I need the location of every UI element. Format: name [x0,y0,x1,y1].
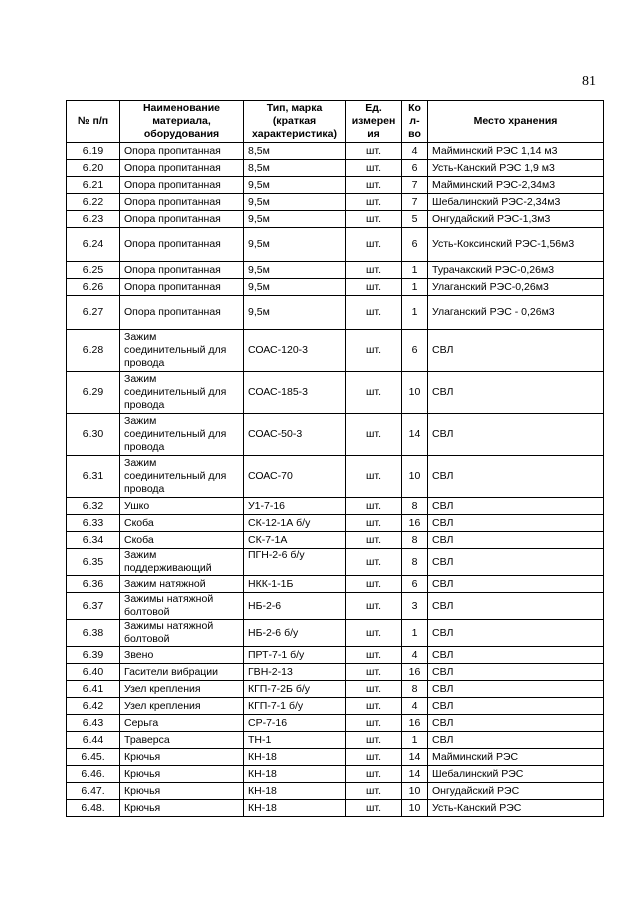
cell-unit: шт. [346,515,402,532]
cell-type: КН-18 [244,766,346,783]
table-row [67,372,604,414]
cell-type: СОАС-120-3 [244,330,346,372]
cell-type: 9,5м [244,262,346,279]
table-row [67,647,604,664]
cell-name: Зажим натяжной [120,576,244,593]
cell-type: КН-18 [244,783,346,800]
cell-unit: шт. [346,664,402,681]
cell-qty: 1 [402,732,428,749]
cell-unit: шт. [346,330,402,372]
cell-qty: 6 [402,228,428,262]
table-row [67,766,604,783]
cell-num: 6.34 [67,532,120,549]
cell-place: СВЛ [428,414,604,456]
table-row [67,498,604,515]
table-row [67,143,604,160]
cell-num: 6.48. [67,800,120,817]
cell-unit: шт. [346,749,402,766]
cell-place: Майминский РЭС 1,14 м3 [428,143,604,160]
cell-name: Звено [120,647,244,664]
cell-unit: шт. [346,549,402,576]
cell-place: Улаганский РЭС - 0,26м3 [428,296,604,330]
cell-type: КГП-7-1 б/у [244,698,346,715]
cell-place: СВЛ [428,456,604,498]
cell-name: Опора пропитанная [120,160,244,177]
cell-unit: шт. [346,647,402,664]
cell-num: 6.21 [67,177,120,194]
cell-type: 9,5м [244,177,346,194]
cell-unit: шт. [346,194,402,211]
cell-type: НБ-2-6 [244,593,346,620]
cell-place: Онгудайский РЭС [428,783,604,800]
cell-num: 6.19 [67,143,120,160]
cell-place: СВЛ [428,664,604,681]
cell-place: СВЛ [428,620,604,647]
cell-qty: 14 [402,749,428,766]
cell-place: Улаганский РЭС-0,26м3 [428,279,604,296]
cell-unit: шт. [346,576,402,593]
cell-place: СВЛ [428,715,604,732]
cell-place: Шебалинский РЭС-2,34м3 [428,194,604,211]
cell-name: Крючья [120,766,244,783]
table-row [67,681,604,698]
cell-name: Ушко [120,498,244,515]
cell-qty: 14 [402,414,428,456]
cell-num: 6.40 [67,664,120,681]
cell-unit: шт. [346,783,402,800]
cell-unit: шт. [346,143,402,160]
table-row [67,228,604,262]
cell-qty: 3 [402,593,428,620]
table-row [67,211,604,228]
cell-place: СВЛ [428,372,604,414]
cell-num: 6.42 [67,698,120,715]
cell-qty: 6 [402,160,428,177]
table-row [67,262,604,279]
cell-name: Серьга [120,715,244,732]
cell-qty: 10 [402,783,428,800]
cell-unit: шт. [346,211,402,228]
table-row [67,160,604,177]
cell-place: Усть-Канский РЭС 1,9 м3 [428,160,604,177]
cell-unit: шт. [346,177,402,194]
cell-type: СОАС-50-3 [244,414,346,456]
cell-place: СВЛ [428,515,604,532]
cell-type: ГВН-2-13 [244,664,346,681]
cell-type: СОАС-185-3 [244,372,346,414]
table-row [67,549,604,576]
cell-type: 9,5м [244,194,346,211]
table-row [67,532,604,549]
cell-name: Скоба [120,515,244,532]
cell-unit: шт. [346,593,402,620]
cell-place: Майминский РЭС [428,749,604,766]
cell-place: Онгудайский РЭС-1,3м3 [428,211,604,228]
table-row [67,783,604,800]
table-row [67,800,604,817]
cell-place: СВЛ [428,498,604,515]
cell-type: 9,5м [244,296,346,330]
table-row [67,620,604,647]
cell-qty: 6 [402,576,428,593]
cell-type: НБ-2-6 б/у [244,620,346,647]
table-row [67,177,604,194]
header-qty: Ко л- во [402,101,428,143]
cell-qty: 16 [402,515,428,532]
cell-num: 6.29 [67,372,120,414]
table-row [67,576,604,593]
cell-type: СК-7-1А [244,532,346,549]
cell-num: 6.39 [67,647,120,664]
cell-num: 6.37 [67,593,120,620]
page-number: 81 [582,74,596,89]
cell-qty: 1 [402,279,428,296]
cell-place: Усть-Коксинский РЭС-1,56м3 [428,228,604,262]
header-unit: Ед. измерен ия [346,101,402,143]
cell-unit: шт. [346,296,402,330]
cell-qty: 10 [402,372,428,414]
cell-name: Зажим соединительный для провода [120,372,244,414]
cell-qty: 8 [402,532,428,549]
cell-name: Опора пропитанная [120,279,244,296]
cell-name: Зажим соединительный для провода [120,414,244,456]
cell-place: СВЛ [428,593,604,620]
cell-place: СВЛ [428,330,604,372]
table-row [67,732,604,749]
cell-num: 6.41 [67,681,120,698]
cell-num: 6.45. [67,749,120,766]
cell-name: Опора пропитанная [120,296,244,330]
cell-type: КН-18 [244,749,346,766]
cell-num: 6.28 [67,330,120,372]
table-row [67,749,604,766]
cell-type: ПГН-2-6 б/у [244,549,346,576]
cell-qty: 4 [402,698,428,715]
cell-num: 6.47. [67,783,120,800]
cell-num: 6.36 [67,576,120,593]
table-row [67,698,604,715]
cell-qty: 10 [402,800,428,817]
cell-place: Шебалинский РЭС [428,766,604,783]
cell-unit: шт. [346,620,402,647]
cell-unit: шт. [346,279,402,296]
cell-name: Траверса [120,732,244,749]
table-row [67,296,604,330]
cell-num: 6.38 [67,620,120,647]
cell-qty: 4 [402,143,428,160]
cell-unit: шт. [346,160,402,177]
cell-type: СР-7-16 [244,715,346,732]
cell-place: СВЛ [428,732,604,749]
cell-type: ПРТ-7-1 б/у [244,647,346,664]
cell-qty: 7 [402,177,428,194]
cell-type: 8,5м [244,160,346,177]
cell-qty: 1 [402,296,428,330]
cell-name: Опора пропитанная [120,194,244,211]
cell-place: Майминский РЭС-2,34м3 [428,177,604,194]
header-type: Тип, марка (краткая характеристика) [244,101,346,143]
cell-num: 6.44 [67,732,120,749]
cell-name: Зажим соединительный для провода [120,456,244,498]
cell-name: Узел крепления [120,681,244,698]
cell-qty: 7 [402,194,428,211]
cell-qty: 8 [402,549,428,576]
cell-type: СОАС-70 [244,456,346,498]
table-row [67,593,604,620]
table-row [67,279,604,296]
cell-qty: 1 [402,262,428,279]
cell-qty: 8 [402,498,428,515]
cell-place: Усть-Канский РЭС [428,800,604,817]
cell-qty: 1 [402,620,428,647]
cell-place: СВЛ [428,576,604,593]
cell-name: Узел крепления [120,698,244,715]
table-row [67,330,604,372]
cell-num: 6.30 [67,414,120,456]
cell-name: Опора пропитанная [120,262,244,279]
cell-num: 6.20 [67,160,120,177]
cell-type: 8,5м [244,143,346,160]
cell-num: 6.25 [67,262,120,279]
cell-name: Зажимы натяжной болтовой [120,593,244,620]
cell-qty: 16 [402,664,428,681]
cell-num: 6.23 [67,211,120,228]
cell-name: Опора пропитанная [120,143,244,160]
cell-place: СВЛ [428,549,604,576]
table-header-row [67,101,604,143]
cell-name: Крючья [120,783,244,800]
cell-name: Крючья [120,749,244,766]
cell-name: Опора пропитанная [120,211,244,228]
cell-unit: шт. [346,698,402,715]
cell-qty: 10 [402,456,428,498]
cell-unit: шт. [346,228,402,262]
cell-type: ТН-1 [244,732,346,749]
cell-unit: шт. [346,372,402,414]
cell-unit: шт. [346,414,402,456]
cell-type: КН-18 [244,800,346,817]
cell-name: Гасители вибрации [120,664,244,681]
cell-place: СВЛ [428,532,604,549]
header-place: Место хранения [428,101,604,143]
cell-unit: шт. [346,766,402,783]
cell-place: Турачакский РЭС-0,26м3 [428,262,604,279]
cell-unit: шт. [346,715,402,732]
table-row [67,515,604,532]
cell-type: КГП-7-2Б б/у [244,681,346,698]
cell-num: 6.32 [67,498,120,515]
cell-qty: 5 [402,211,428,228]
cell-type: 9,5м [244,279,346,296]
cell-unit: шт. [346,532,402,549]
cell-num: 6.35 [67,549,120,576]
table-row [67,715,604,732]
header-name: Наименование материала, оборудования [120,101,244,143]
cell-num: 6.24 [67,228,120,262]
cell-name: Опора пропитанная [120,228,244,262]
cell-qty: 14 [402,766,428,783]
cell-unit: шт. [346,262,402,279]
cell-place: СВЛ [428,698,604,715]
cell-type: 9,5м [244,211,346,228]
table-row [67,414,604,456]
cell-qty: 4 [402,647,428,664]
cell-num: 6.43 [67,715,120,732]
cell-name: Зажим поддерживающий [120,549,244,576]
cell-unit: шт. [346,498,402,515]
cell-place: СВЛ [428,647,604,664]
cell-name: Крючья [120,800,244,817]
cell-qty: 6 [402,330,428,372]
cell-num: 6.33 [67,515,120,532]
cell-unit: шт. [346,456,402,498]
inventory-table [66,100,604,817]
header-num: № п/п [67,101,120,143]
cell-name: Опора пропитанная [120,177,244,194]
cell-qty: 16 [402,715,428,732]
cell-num: 6.26 [67,279,120,296]
cell-unit: шт. [346,732,402,749]
table-row [67,456,604,498]
cell-type: У1-7-16 [244,498,346,515]
cell-num: 6.31 [67,456,120,498]
cell-place: СВЛ [428,681,604,698]
cell-num: 6.27 [67,296,120,330]
cell-type: 9,5м [244,228,346,262]
cell-name: Скоба [120,532,244,549]
cell-unit: шт. [346,800,402,817]
cell-type: НКК-1-1Б [244,576,346,593]
cell-name: Зажимы натяжной болтовой [120,620,244,647]
cell-num: 6.22 [67,194,120,211]
table-row [67,664,604,681]
cell-num: 6.46. [67,766,120,783]
cell-name: Зажим соединительный для провода [120,330,244,372]
table-row [67,194,604,211]
cell-unit: шт. [346,681,402,698]
cell-type: СК-12-1А б/у [244,515,346,532]
cell-qty: 8 [402,681,428,698]
